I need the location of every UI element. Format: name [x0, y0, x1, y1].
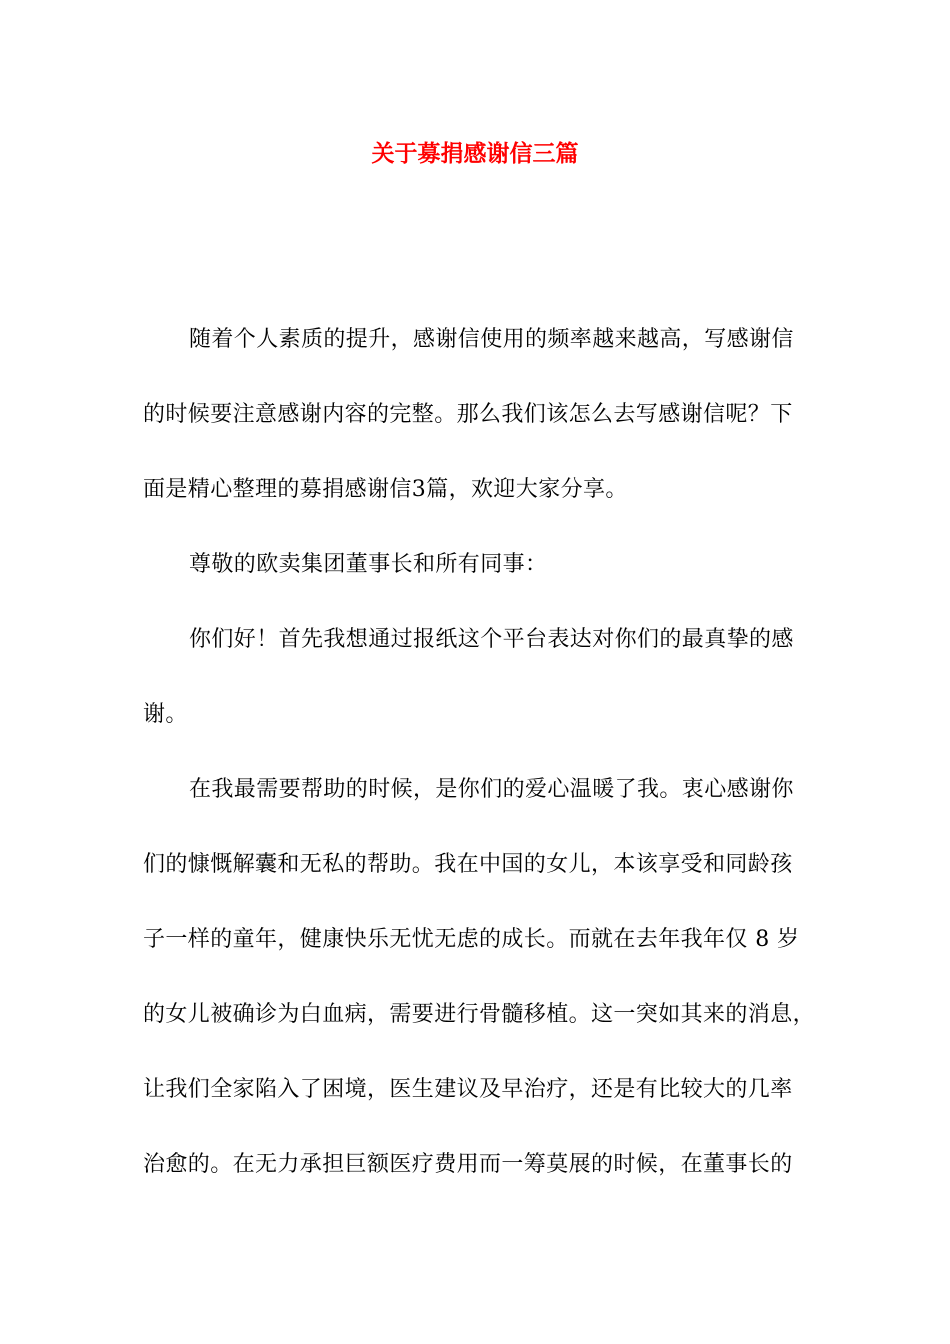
paragraph-line: 谢。 [143, 702, 188, 727]
paragraph-line: 让我们全家陷入了困境，医生建议及早治疗，还是有比较大的几率 [143, 1077, 793, 1102]
salutation-line: 尊敬的欧卖集团董事长和所有同事： [189, 552, 548, 577]
paragraph-line: 治愈的。在无力承担巨额医疗费用而一筹莫展的时候，在董事长的 [143, 1152, 793, 1177]
document-title: 关于募捐感谢信三篇 [371, 140, 579, 167]
paragraph-line: 面是精心整理的募捐感谢信3篇，欢迎大家分享。 [143, 477, 628, 502]
paragraph-line: 的女儿被确诊为白血病，需要进行骨髓移植。这一突如其来的消息， [143, 1002, 816, 1027]
paragraph-line: 随着个人素质的提升，感谢信使用的频率越来越高，写感谢信 [189, 327, 794, 352]
paragraph-line: 子一样的童年，健康快乐无忧无虑的成长。而就在去年我年仅 8 岁 [143, 927, 800, 952]
paragraph-line: 们的慷慨解囊和无私的帮助。我在中国的女儿，本该享受和同龄孩 [143, 852, 793, 877]
paragraph-line: 你们好！首先我想通过报纸这个平台表达对你们的最真挚的感 [189, 627, 794, 652]
paragraph-line: 在我最需要帮助的时候，是你们的爱心温暖了我。衷心感谢你 [189, 777, 794, 802]
paragraph-line: 的时候要注意感谢内容的完整。那么我们该怎么去写感谢信呢？下 [143, 402, 793, 427]
